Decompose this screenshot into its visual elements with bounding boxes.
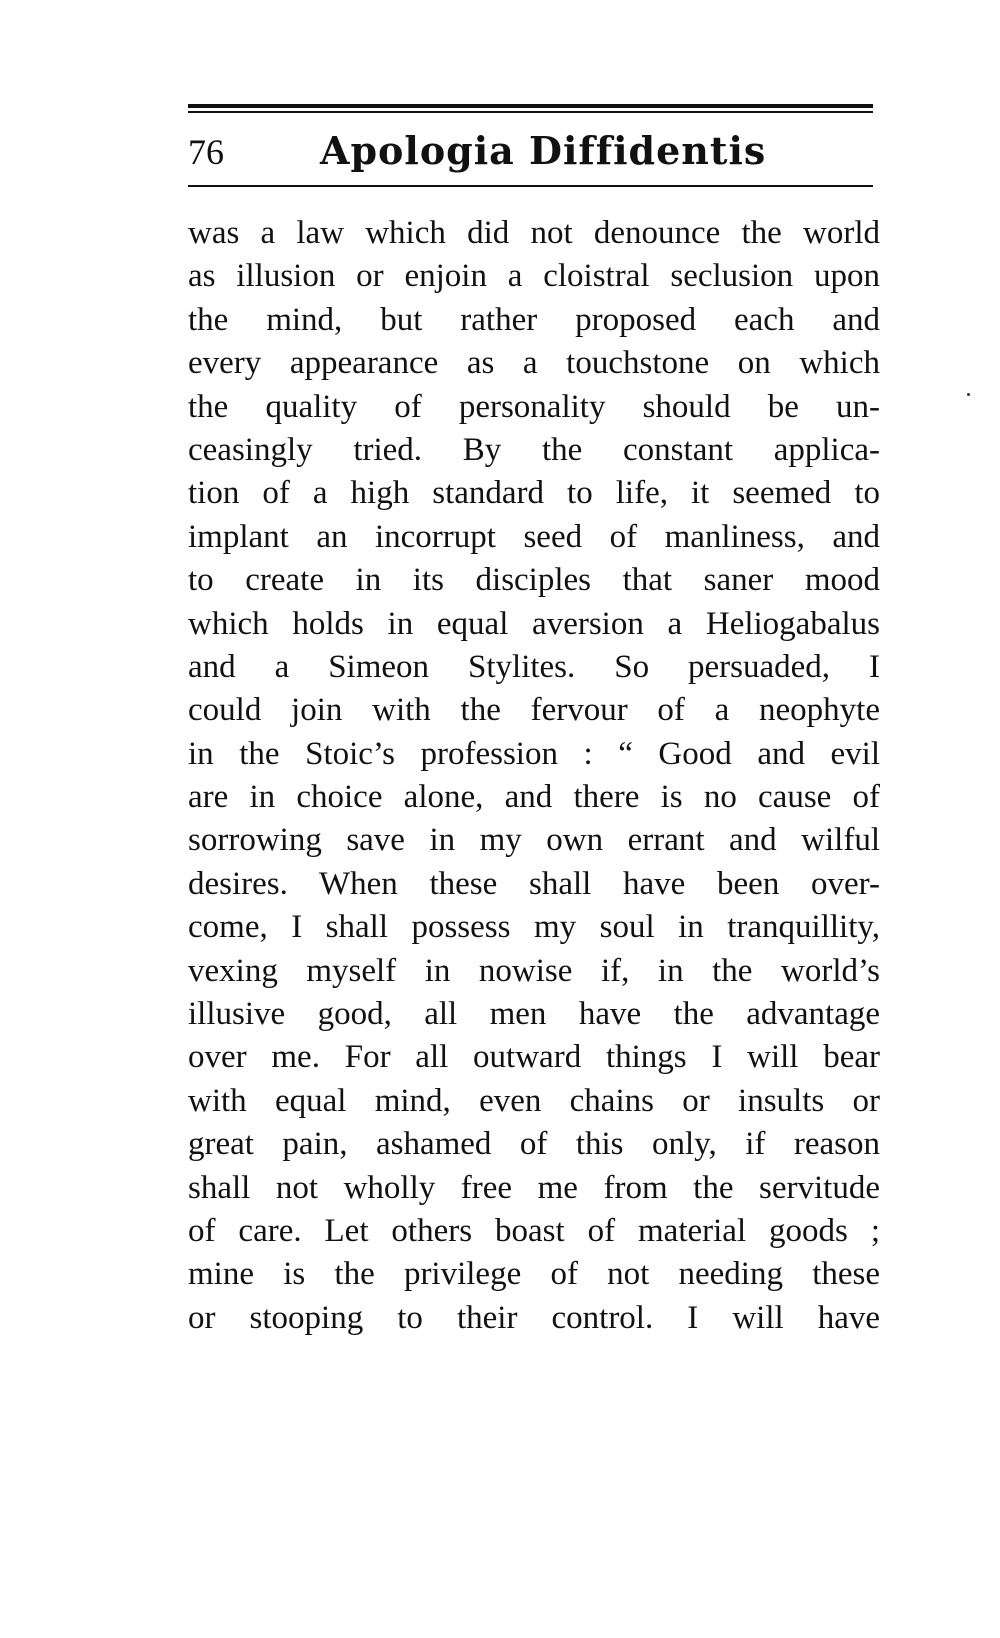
text-line: illusive good, all men have the advantage — [188, 996, 880, 1033]
text-line: desires. When these shall have been over- — [188, 865, 880, 902]
header-rule-bottom — [188, 185, 873, 187]
ink-speck — [967, 393, 970, 396]
text-line: every appearance as a touchstone on which — [188, 345, 880, 382]
text-line: vexing myself in nowise if, in the world’s — [188, 952, 880, 989]
text-line: implant an incorrupt seed of manliness, and — [188, 518, 880, 555]
text-line: or stooping to their control. I will have — [188, 1299, 880, 1336]
text-line: come, I shall possess my soul in tranquillity, — [188, 909, 880, 946]
running-header — [188, 120, 873, 182]
header-rule-thick — [188, 104, 873, 108]
text-line: mine is the privilege of not needing these — [188, 1256, 880, 1293]
text-line: in the Stoic’s profession : “ Good and evil — [188, 735, 880, 772]
text-line: sorrowing save in my own errant and wilful — [188, 822, 880, 859]
text-line: over me. For all outward things I will bear — [188, 1039, 880, 1076]
text-line: could join with the fervour of a neophyte — [188, 692, 880, 729]
text-line: tion of a high standard to life, it seemed to — [188, 475, 880, 512]
text-line: shall not wholly free me from the servitude — [188, 1169, 880, 1206]
text-line: as illusion or enjoin a cloistral seclusion upon — [188, 258, 880, 295]
text-line: the mind, but rather proposed each and — [188, 301, 880, 338]
text-line: with equal mind, even chains or insults or — [188, 1082, 880, 1119]
page-number: 76 — [188, 132, 224, 172]
text-line: are in choice alone, and there is no cause of — [188, 779, 880, 816]
running-title: Apologia Diffidentis — [320, 128, 767, 173]
text-line: and a Simeon Stylites. So persuaded, I — [188, 648, 880, 685]
text-line: ceasingly tried. By the constant applica- — [188, 431, 880, 468]
header-rule-thin — [188, 111, 873, 113]
text-line: to create in its disciples that saner mood — [188, 562, 880, 599]
text-line: which holds in equal aversion a Heliogabalus — [188, 605, 880, 642]
text-line: of care. Let others boast of material goods ; — [188, 1212, 880, 1249]
text-line: great pain, ashamed of this only, if reason — [188, 1126, 880, 1163]
text-line: was a law which did not denounce the world — [188, 215, 880, 251]
body-text — [188, 212, 880, 1340]
text-line: the quality of personality should be un- — [188, 388, 880, 425]
